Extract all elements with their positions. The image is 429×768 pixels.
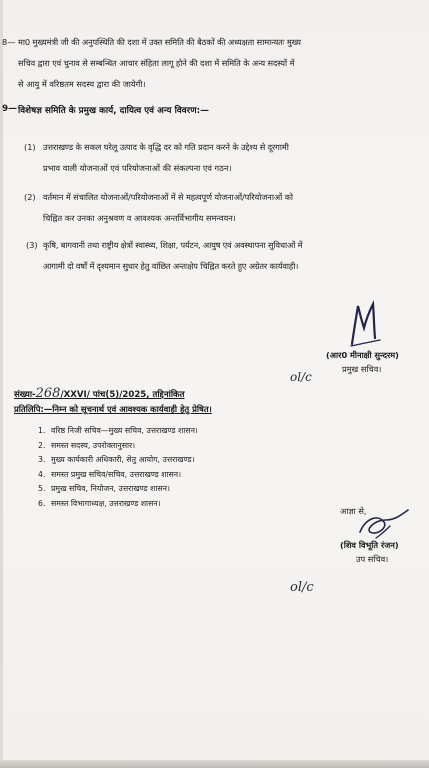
page-bottom-edge — [0, 760, 429, 768]
signature2-mark — [356, 508, 412, 542]
para8-line2: सचिव द्वारा एवं चुनाव से सम्बन्धित आचार संहिता लागू होने की दशा में समिति के अन्य सदस्यों में — [18, 58, 295, 68]
item3-number: (3) — [26, 240, 38, 250]
signature2-annotation: ol/c — [290, 580, 314, 595]
copy-list-item: 6. समस्त विभागाध्यक्ष, उत्तराखण्ड शासन। — [38, 498, 161, 508]
item2-number: (2) — [24, 192, 36, 202]
para8-line3: से आयु में वरिष्ठतम सदस्य द्वारा की जायेगी। — [18, 79, 146, 89]
order-text: आज्ञा से, — [340, 506, 367, 516]
signature2-designation: उप सचिव। — [356, 554, 389, 564]
copy-list-item: 5. प्रमुख सचिव, नियोजन, उत्तराखण्ड शासन। — [38, 484, 170, 493]
para8-marker: 8— — [2, 37, 16, 47]
reference-line — [14, 386, 185, 401]
para8-line1: मा0 मुख्यमंत्री जी की अनुपस्थिति की दशा में उक्त समिति की बैठकों की अध्यक्षता सामान्यतः मुख्य — [18, 37, 301, 47]
reference-prefix: संख्या- — [14, 390, 36, 400]
signature2-name: (शिव विभूति रंजन) — [340, 540, 399, 550]
copy-list — [38, 424, 198, 511]
item1-line2: प्रभाव वाली योजनाओं एवं परियोजनाओं की संकल्पना एवं गठन। — [43, 163, 232, 173]
signature1-mark — [346, 300, 386, 348]
copy-list-item: 3. मुख्य कार्यकारी अधिकारी, सेतु आयोग, उत्तराखण्ड। — [38, 455, 195, 464]
item3-line2: आगामी दो वर्षों में दृश्यमान सुधार हेतु वांछित अन्तःक्षेप चिह्नित करते हुए अग्रेतर कार्यवाही। — [43, 261, 299, 271]
item2-line1: वर्तमान में संचालित योजनाओं/परियोजनाओं में से महत्वपूर्ण योजनाओं/परियोजनाओं को — [43, 192, 293, 202]
page-edge — [0, 0, 3, 768]
signature1-name: (आर0 मीनाक्षी सुन्दरम) — [326, 350, 399, 360]
copy-list-item: 2. समस्त सदस्य, उपरोक्तानुसार। — [38, 440, 136, 450]
item3-line1: कृषि, बागवानी तथा राष्ट्रीय क्षेत्रों स्वास्थ्य, शिक्षा, पर्यटन, आयुष एवं अवस्थापना सुविधाओं में — [43, 240, 303, 250]
signature1-annotation: ol/c — [290, 370, 312, 384]
item1-line1: उत्तराखण्ड के सकल घरेलू उत्पाद के वृद्धि दर को गति प्रदान करने के उद्देश्य से दूरगामी — [43, 142, 289, 152]
para9-marker: 9— — [2, 104, 17, 114]
signature1-designation: प्रमुख सचिव। — [342, 364, 382, 374]
copy-list-item: 1. वरिष्ठ निजी सचिव—मुख्य सचिव, उत्तराखण्ड शासन। — [38, 426, 198, 435]
item2-line2: चिह्नित कर उनका अनुश्रवण व आवश्यक अन्तर्विभागीय समन्वयन। — [43, 213, 236, 223]
copy-list-item: 4. समस्त प्रमुख सचिव/सचिव, उत्तराखण्ड शासन। — [38, 469, 182, 479]
item1-number: (1) — [24, 142, 36, 152]
reference-rest: /XXVI/ पांच(5)/2025, तद्दिनांकित — [60, 390, 185, 400]
para9-heading: विशेषज्ञ समिति के प्रमुख कार्य, दायित्व एवं अन्य विवरण:— — [18, 106, 209, 116]
reference-number: 268 — [35, 386, 61, 401]
copy-heading: प्रतिलिपि:—निम्न को सूचनार्थ एवं आवश्यक कार्यवाही हेतु प्रेषित। — [14, 404, 212, 414]
